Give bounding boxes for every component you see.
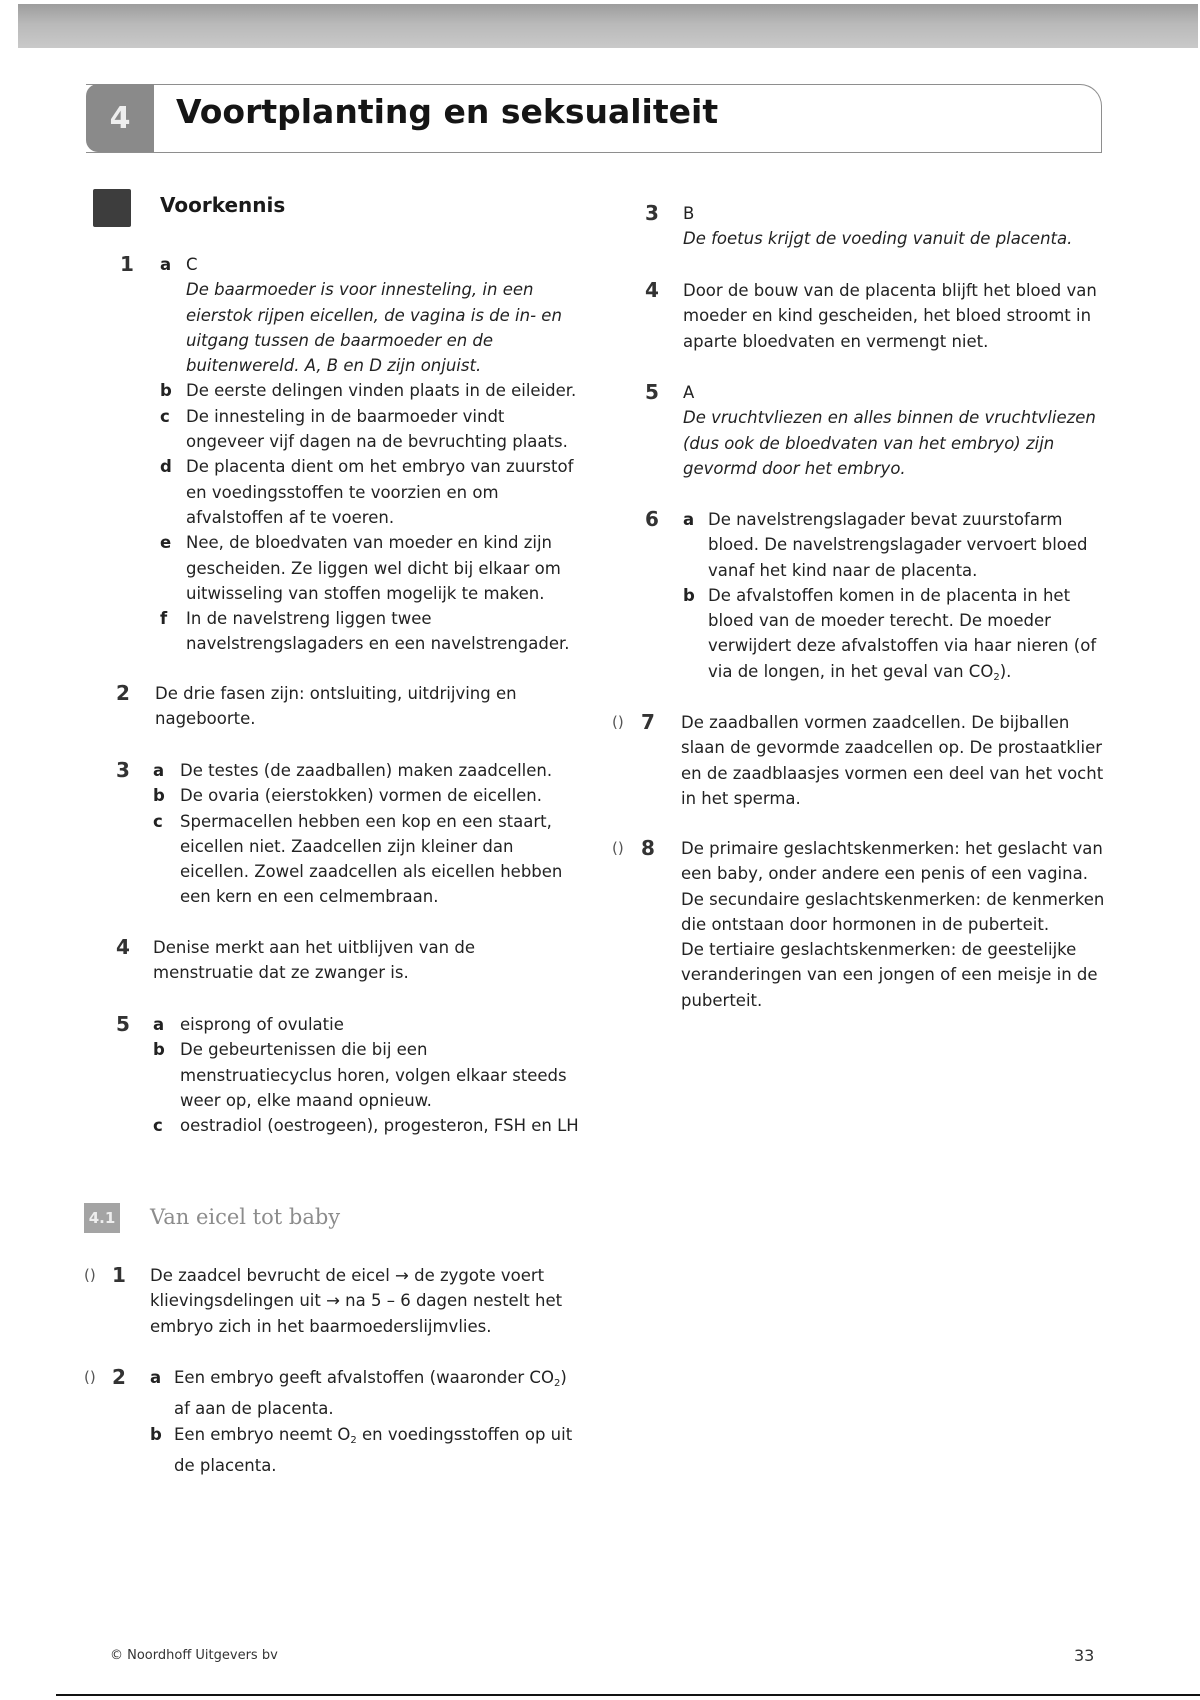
subanswer-b — [160, 378, 580, 403]
subanswer-a — [153, 758, 580, 783]
question-number: 3 — [645, 201, 659, 225]
answer-paragraph: De primaire geslachtskenmerken: het geslacht van een baby, onder andere een penis of een vagina. — [681, 839, 1103, 884]
chapter-number: 4 — [86, 84, 154, 152]
subanswer-letter: c — [153, 811, 163, 831]
answer-paragraph: De secundaire geslachtskenmerken: de kenmerken die ontstaan door hormonen in de puberteit. — [681, 889, 1105, 934]
subanswer-c — [153, 1113, 580, 1138]
answer-choice: B — [683, 204, 695, 223]
subanswer-a — [683, 507, 1105, 583]
question-number: 2 — [116, 681, 130, 705]
question-number: 8 — [641, 836, 655, 860]
subanswer-letter: a — [160, 255, 172, 274]
subanswer-e — [160, 530, 580, 606]
question-number: 7 — [641, 710, 655, 734]
question-number: 1 — [120, 252, 134, 276]
question-number: 4 — [116, 935, 130, 959]
answer-paragraph: De tertiaire geslachtskenmerken: de geestelijke veranderingen van een jongen of een meisje in de puberteit. — [681, 940, 1098, 1010]
difficulty-marker-icon: () — [84, 1368, 96, 1386]
right-question-5 — [645, 380, 1105, 481]
question-number: 5 — [116, 1012, 130, 1036]
subanswer-letter: b — [153, 1040, 165, 1060]
subanswer-letter: a — [153, 761, 165, 780]
answer-choice: A — [683, 383, 695, 402]
subanswer-letter: b — [153, 786, 165, 806]
difficulty-marker-icon: () — [84, 1266, 96, 1284]
scan-top-band — [18, 4, 1198, 48]
subanswer-text: De navelstrengslagader bevat zuurstofarm bloed. De navelstrengslagader vervoert bloed vanaf het kind naar de placenta. — [708, 510, 1088, 580]
text-part: ). — [999, 661, 1012, 681]
right-question-6 — [645, 507, 1105, 690]
answer-explanation: De baarmoeder is voor innesteling, in een eierstok rijpen eicellen, de vagina is de in- en uitgang tussen de baarmoeder en de buitenwereld. A, B en D zijn onjuist. — [186, 280, 562, 376]
subanswer-text: Spermacellen hebben een kop en een staart, eicellen niet. Zaadcellen zijn kleiner dan eicellen. Zowel zaadcellen als eicellen hebben een kern en een celmembraan. — [180, 811, 563, 907]
section-number-4-1: 4.1 — [84, 1203, 120, 1233]
text-part: ) af aan de placenta. — [174, 1368, 567, 1419]
subscript: 2 — [350, 1434, 357, 1446]
subanswer-letter: e — [160, 533, 172, 553]
subanswer-text: In de navelstreng liggen twee navelstrengslagaders en een navelstrengader. — [186, 609, 570, 654]
right-question-8 — [612, 836, 1112, 1013]
question-number: 1 — [112, 1263, 126, 1287]
subanswer-text — [174, 1422, 584, 1479]
text-part: De afvalstoffen komen in de placenta in het bloed van de moeder terecht. De moeder verwijdert deze afvalstoffen via haar nieren (of via de longen, in het geval van CO — [708, 585, 1097, 681]
subanswer-letter: a — [150, 1368, 162, 1387]
subanswer-a — [160, 252, 580, 378]
subanswer-text: De innesteling in de baarmoeder vindt ongeveer vijf dagen na de bevruchting plaats. — [186, 406, 568, 452]
subanswer-text: De ovaria (eierstokken) vormen de eicellen. — [180, 786, 543, 806]
subanswer-b — [153, 1037, 580, 1113]
subanswer-text — [708, 583, 1105, 690]
right-question-3 — [645, 201, 1105, 252]
left-question-2 — [116, 681, 580, 732]
subanswer-c — [160, 404, 580, 455]
subanswer-a — [153, 1012, 580, 1037]
subanswer-letter: b — [160, 381, 172, 401]
subanswer-letter: b — [150, 1424, 162, 1444]
section41-question-2 — [84, 1365, 584, 1478]
answer-text: De zaadballen vormen zaadcellen. De bijballen slaan de gevormde zaadcellen op. De prostaatklier en de zaadblaasjes vormen een deel van het vocht in het sperma. — [681, 713, 1104, 808]
subanswer-letter: d — [160, 457, 172, 477]
subanswer-text: De placenta dient om het embryo van zuurstof en voedingsstoffen te voorzien en om afvalstoffen af te voeren. — [186, 457, 574, 527]
subanswer-a — [150, 1365, 584, 1422]
answer-explanation: De foetus krijgt de voeding vanuit de placenta. — [683, 229, 1073, 249]
subanswer-letter: f — [160, 609, 168, 629]
subanswer-f — [160, 606, 580, 657]
subanswer-text: De gebeurtenissen die bij een menstruatiecyclus horen, volgen elkaar steeds weer op, elke maand opnieuw. — [180, 1040, 567, 1110]
section-title-voorkennis: Voorkennis — [160, 193, 286, 217]
bottom-rule — [56, 1694, 1200, 1696]
answer-text: De zaadcel bevrucht de eicel → de zygote voert klievingsdelingen uit → na 5 – 6 dagen nestelt het embryo zich in het baarmoederslijmvlies. — [150, 1266, 563, 1336]
section41-question-1 — [84, 1263, 584, 1339]
left-question-1 — [120, 252, 580, 657]
text-part: Een embryo neemt O — [174, 1424, 351, 1444]
left-question-5 — [116, 1012, 580, 1138]
question-number: 6 — [645, 507, 659, 531]
subanswer-text: oestradiol (oestrogeen), progesteron, FSH en LH — [180, 1116, 579, 1136]
answer-choice: C — [186, 255, 198, 274]
footer-publisher: © Noordhoff Uitgevers bv — [110, 1648, 278, 1663]
subanswer-text: Nee, de bloedvaten van moeder en kind zijn gescheiden. Ze liggen wel dicht bij elkaar om uitwisseling van stoffen mogelijk te maken. — [186, 533, 561, 603]
subanswer-letter: a — [683, 510, 695, 529]
text-part: Een embryo geeft afvalstoffen (waaronder CO — [174, 1368, 554, 1387]
chapter-title: Voortplanting en seksualiteit — [176, 92, 719, 131]
answer-text: Denise merkt aan het uitblijven van de menstruatie dat ze zwanger is. — [153, 938, 475, 983]
subanswer-b — [153, 783, 580, 808]
text-part: en voedingsstoffen op uit de placenta. — [174, 1424, 573, 1475]
answer-text: Door de bouw van de placenta blijft het bloed van moeder en kind gescheiden, het bloed stroomt in aparte bloedvaten en vermengt niet. — [683, 281, 1097, 351]
subanswer-letter: b — [683, 585, 695, 605]
subanswer-letter: c — [160, 406, 170, 426]
answer-explanation: De vruchtvliezen en alles binnen de vruchtvliezen (dus ook de bloedvaten van het embryo) zijn gevormd door het embryo. — [683, 408, 1096, 478]
section-marker-square — [93, 189, 131, 227]
question-number: 3 — [116, 758, 130, 782]
question-number: 2 — [112, 1365, 126, 1389]
subanswer-text: De eerste delingen vinden plaats in de eileider. — [186, 381, 577, 401]
section-title-van-eicel-tot-baby: Van eicel tot baby — [150, 1205, 341, 1229]
subanswer-c — [153, 809, 580, 910]
question-number: 5 — [645, 380, 659, 404]
left-question-4 — [116, 935, 580, 986]
question-number: 4 — [645, 278, 659, 302]
subanswer-d — [160, 454, 580, 530]
subanswer-text: De testes (de zaadballen) maken zaadcellen. — [180, 761, 553, 780]
left-question-3 — [116, 758, 580, 910]
subanswer-b — [150, 1422, 584, 1479]
difficulty-marker-icon: () — [612, 713, 624, 731]
answer-text: De drie fasen zijn: ontsluiting, uitdrijving en nageboorte. — [155, 684, 517, 729]
right-question-7 — [612, 710, 1112, 811]
right-question-4 — [645, 278, 1105, 354]
subanswer-letter: a — [153, 1015, 165, 1034]
subscript: 2 — [553, 1378, 561, 1389]
subscript: 2 — [993, 671, 1000, 683]
subanswer-letter: c — [153, 1116, 163, 1136]
subanswer-b — [683, 583, 1105, 690]
subanswer-text: eisprong of ovulatie — [180, 1015, 344, 1034]
difficulty-marker-icon: () — [612, 839, 624, 857]
subanswer-text — [174, 1365, 584, 1422]
page-number: 33 — [1074, 1646, 1095, 1665]
